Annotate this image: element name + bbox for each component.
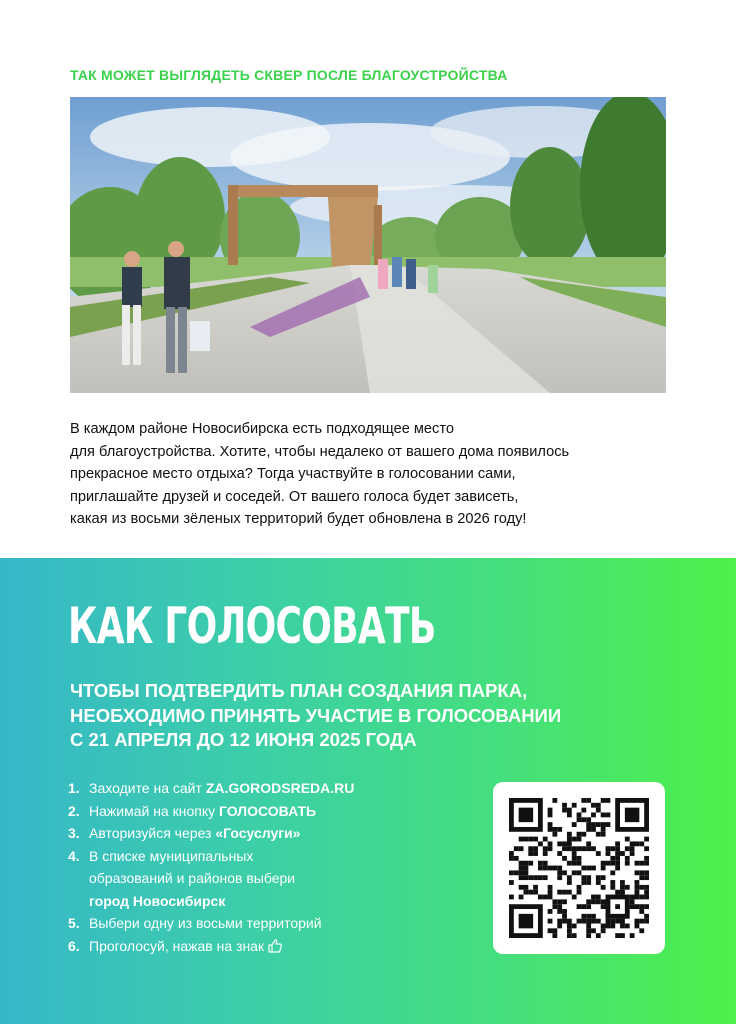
step-item xyxy=(68,822,488,845)
qr-code[interactable] xyxy=(509,798,649,938)
step-number: 2. xyxy=(68,802,80,819)
step-text: Заходите на сайт xyxy=(89,780,206,796)
step-text: Выбери одну из восьми территорий xyxy=(89,915,322,931)
step-strong: ГОЛОСОВАТЬ xyxy=(219,802,317,819)
intro-line: прекрасное место отдыха? Тогда участвуйте в голосовании сами, xyxy=(70,466,516,483)
how-to-vote-panel xyxy=(0,558,736,1024)
vote-title: КАК ГОЛОСОВАТЬ xyxy=(68,597,436,655)
thumbs-up-icon xyxy=(267,938,283,961)
step-number: 1. xyxy=(68,780,80,796)
intro-paragraph xyxy=(70,418,660,531)
vote-subtitle-line: НЕОБХОДИМО ПРИНЯТЬ УЧАСТИЕ В ГОЛОСОВАНИИ xyxy=(70,704,562,726)
step-item xyxy=(68,845,488,913)
vote-subtitle xyxy=(70,679,690,753)
page-heading: ТАК МОЖЕТ ВЫГЛЯДЕТЬ СКВЕР ПОСЛЕ БЛАГОУСТРОЙСТВА xyxy=(70,67,508,83)
intro-line: какая из восьми зёленых территорий будет обновлена в 2026 году! xyxy=(70,511,527,528)
step-strong: «Госуслуги» xyxy=(215,825,301,841)
step-item xyxy=(68,912,488,935)
step-strong: город Новосибирск xyxy=(89,892,226,909)
step-number: 6. xyxy=(68,937,80,954)
step-number: 3. xyxy=(68,825,80,841)
intro-line: для благоустройства. Хотите, чтобы недалеко от вашего дома появилось xyxy=(70,443,570,460)
vote-subtitle-line: С 21 АПРЕЛЯ ДО 12 ИЮНЯ 2025 ГОДА xyxy=(70,729,417,750)
step-text: образований и районов выбери xyxy=(89,870,296,886)
step-number: 5. xyxy=(68,915,80,931)
intro-line: приглашайте друзей и соседей. От вашего голоса будет зависеть, xyxy=(70,488,519,505)
step-number: 4. xyxy=(68,847,80,864)
site-link[interactable]: ZA.GORODSREDA.RU xyxy=(205,780,355,796)
step-item xyxy=(68,935,488,961)
qr-code-card[interactable] xyxy=(493,782,665,954)
intro-line: В каждом районе Новосибирска есть подходящее место xyxy=(70,421,454,437)
park-rendering-image xyxy=(70,97,666,393)
step-text: Проголосуй, нажав на знак xyxy=(89,937,265,954)
step-text: В списке муниципальных xyxy=(89,847,254,864)
vote-subtitle-line: ЧТОБЫ ПОДТВЕРДИТЬ ПЛАН СОЗДАНИЯ ПАРКА, xyxy=(70,680,528,701)
step-text: Нажимай на кнопку xyxy=(89,802,220,819)
step-text: Авторизуйся через xyxy=(89,825,216,841)
step-item xyxy=(68,777,488,800)
voting-steps-list xyxy=(68,777,488,960)
step-item xyxy=(68,800,488,823)
